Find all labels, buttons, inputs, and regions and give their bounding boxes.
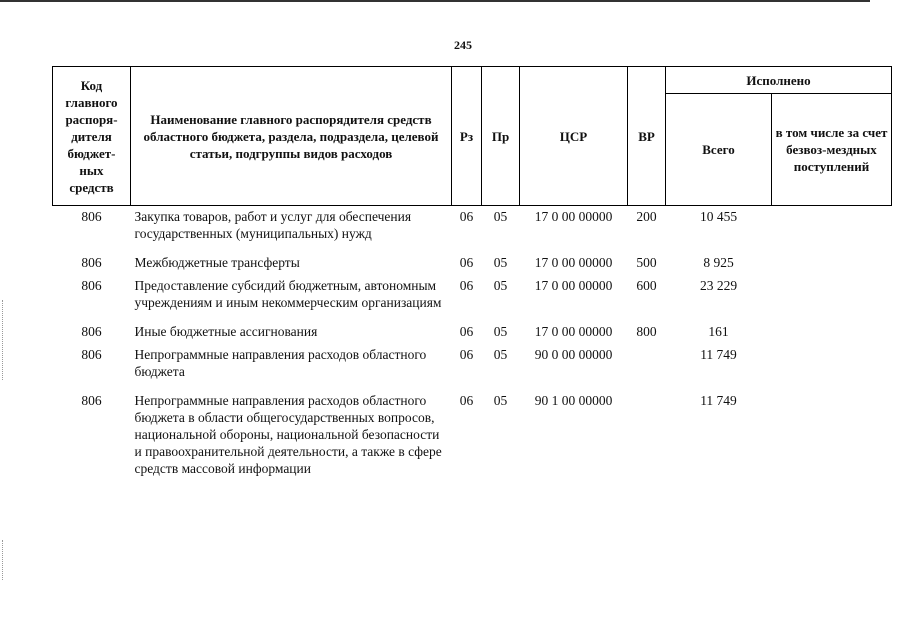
header-total: Всего bbox=[666, 94, 772, 206]
cell-pr: 05 bbox=[493, 347, 508, 362]
cell-code: 806 bbox=[81, 393, 102, 408]
table-row bbox=[53, 206, 892, 253]
top-border-line bbox=[0, 0, 870, 2]
cell-pr: 05 bbox=[493, 255, 508, 270]
table-row bbox=[53, 390, 892, 478]
cell-rz: 06 bbox=[459, 393, 474, 408]
cell-rz: 06 bbox=[459, 209, 474, 224]
cell-code: 806 bbox=[81, 347, 102, 362]
cell-csr: 90 0 00 00000 bbox=[534, 347, 613, 362]
cell-csr: 90 1 00 00000 bbox=[534, 393, 613, 408]
cell-csr: 17 0 00 00000 bbox=[534, 255, 613, 270]
header-vr: ВР bbox=[628, 67, 666, 206]
cell-total: 23 229 bbox=[699, 278, 738, 293]
cell-total: 161 bbox=[708, 324, 729, 339]
header-code: Код главного распоря-дителя бюджет-ных средств bbox=[53, 67, 131, 206]
cell-name: Иные бюджетные ассигнования bbox=[134, 324, 318, 339]
table-row bbox=[53, 275, 892, 321]
cell-free bbox=[772, 206, 892, 253]
header-name: Наименование главного распорядителя средств областного бюджета, раздела, подраздела, целевой статьи, подгруппы видов расходов bbox=[131, 67, 452, 206]
cell-vr bbox=[628, 344, 666, 390]
cell-name: Межбюджетные трансферты bbox=[134, 255, 300, 270]
header-incl-free: в том числе за счет безвоз-мездных поступлений bbox=[772, 94, 892, 206]
table-row bbox=[53, 321, 892, 344]
cell-rz: 06 bbox=[459, 347, 474, 362]
cell-rz: 06 bbox=[459, 324, 474, 339]
cell-pr: 05 bbox=[493, 278, 508, 293]
cell-csr: 17 0 00 00000 bbox=[534, 209, 613, 224]
cell-free bbox=[772, 390, 892, 478]
cell-total: 10 455 bbox=[699, 209, 738, 224]
header-pr: Пр bbox=[482, 67, 520, 206]
budget-table bbox=[52, 66, 892, 478]
header-rz: Рз bbox=[452, 67, 482, 206]
cell-pr: 05 bbox=[493, 324, 508, 339]
cell-name: Непрограммные направления расходов областного бюджета bbox=[134, 347, 427, 379]
cell-name: Предоставление субсидий бюджетным, автономным учреждениям и иным некоммерческим организациям bbox=[134, 278, 442, 310]
cell-free bbox=[772, 344, 892, 390]
cell-pr: 05 bbox=[493, 393, 508, 408]
cell-vr: 800 bbox=[636, 324, 657, 339]
cell-vr bbox=[628, 390, 666, 478]
table-row bbox=[53, 252, 892, 275]
cell-free bbox=[772, 252, 892, 275]
cell-pr: 05 bbox=[493, 209, 508, 224]
cell-total: 11 749 bbox=[700, 393, 737, 408]
cell-vr: 200 bbox=[636, 209, 657, 224]
cell-code: 806 bbox=[81, 278, 102, 293]
cell-total: 8 925 bbox=[703, 255, 734, 270]
cell-name: Непрограммные направления расходов областного бюджета в области общегосударственных вопросов, национальной обороны, национальной безопасности и правоохранительной деятельности, а также в сфере средств массовой информации bbox=[134, 393, 442, 476]
cell-code: 806 bbox=[81, 324, 102, 339]
cell-vr: 500 bbox=[636, 255, 657, 270]
header-executed: Исполнено bbox=[666, 67, 892, 94]
cell-free bbox=[772, 275, 892, 321]
scan-edge-marks bbox=[2, 540, 5, 580]
table-row bbox=[53, 344, 892, 390]
cell-code: 806 bbox=[81, 255, 102, 270]
cell-free bbox=[772, 321, 892, 344]
cell-rz: 06 bbox=[459, 278, 474, 293]
scan-edge-marks bbox=[2, 300, 5, 380]
cell-vr: 600 bbox=[636, 278, 657, 293]
cell-code: 806 bbox=[81, 209, 102, 224]
cell-csr: 17 0 00 00000 bbox=[534, 278, 613, 293]
cell-rz: 06 bbox=[459, 255, 474, 270]
cell-total: 11 749 bbox=[700, 347, 737, 362]
cell-csr: 17 0 00 00000 bbox=[534, 324, 613, 339]
page-number: 245 bbox=[454, 38, 472, 52]
header-csr: ЦСР bbox=[520, 67, 628, 206]
cell-name: Закупка товаров, работ и услуг для обеспечения государственных (муниципальных) нужд bbox=[134, 209, 412, 241]
